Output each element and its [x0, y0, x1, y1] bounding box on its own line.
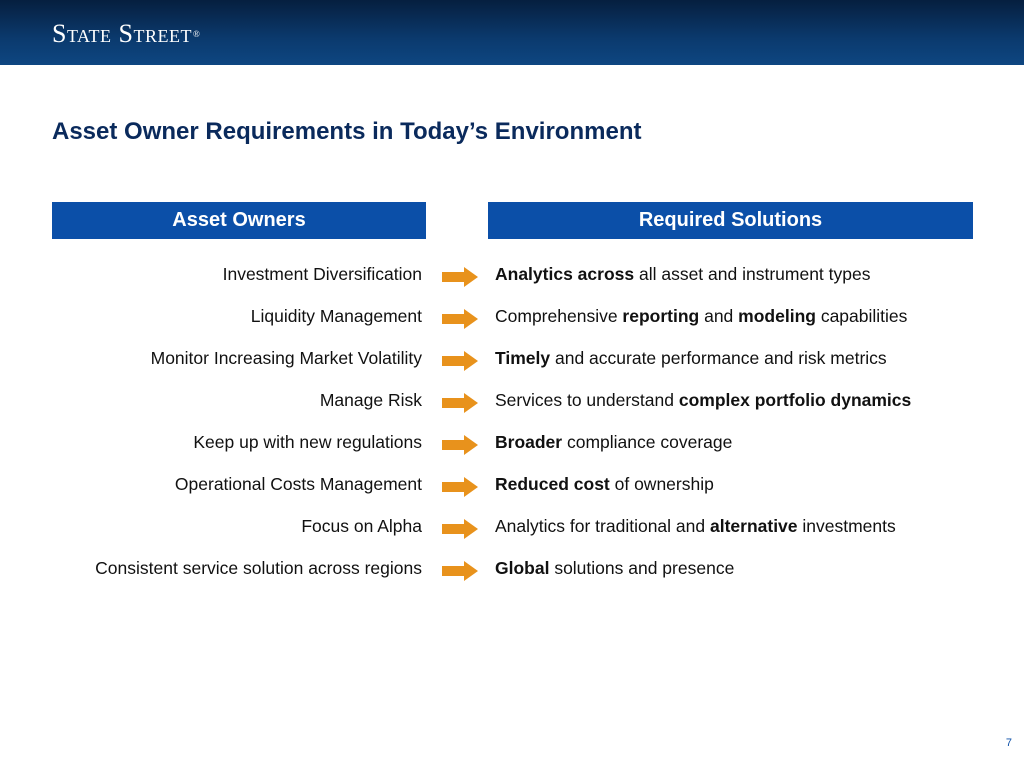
solution-emphasis: Timely — [495, 348, 551, 368]
header-bar — [0, 0, 1024, 65]
asset-owner-need: Liquidity Management — [250, 306, 422, 326]
page-title: Asset Owner Requirements in Today’s Environment — [52, 118, 642, 145]
solution-emphasis: modeling — [738, 306, 816, 326]
page-number: 7 — [1005, 737, 1012, 749]
arrow-right-icon — [442, 309, 478, 329]
required-solution — [495, 304, 907, 328]
table-row — [0, 262, 1024, 286]
solution-emphasis: Global — [495, 558, 550, 578]
solution-emphasis: complex portfolio dynamics — [678, 390, 912, 410]
arrow-right-icon — [442, 267, 478, 287]
arrow-right-icon — [442, 519, 478, 539]
asset-owner-need: Operational Costs Management — [174, 474, 422, 494]
table-row — [0, 346, 1024, 370]
logo-reg-mark: ® — [192, 29, 201, 39]
required-solution — [495, 262, 870, 286]
required-solution — [495, 430, 732, 454]
arrow-right-icon — [442, 393, 478, 413]
asset-owner-need: Consistent service solution across regions — [95, 558, 422, 578]
table-row — [0, 430, 1024, 454]
asset-owner-need: Manage Risk — [319, 390, 422, 410]
solution-emphasis: reporting — [622, 306, 700, 326]
solution-text: and accurate performance and risk metrics — [550, 348, 887, 368]
asset-owner-need: Focus on Alpha — [301, 516, 422, 536]
arrow-right-icon — [442, 477, 478, 497]
asset-owner-need: Monitor Increasing Market Volatility — [150, 348, 422, 368]
solution-text: compliance coverage — [562, 432, 733, 452]
required-solution — [495, 556, 734, 580]
solution-text: Services to understand — [495, 390, 679, 410]
solution-text: all asset and instrument types — [634, 264, 871, 284]
arrow-right-icon — [442, 351, 478, 371]
required-solutions-header: Required Solutions — [488, 202, 973, 239]
table-row — [0, 304, 1024, 328]
table-row — [0, 472, 1024, 496]
required-solution — [495, 472, 714, 496]
state-street-logo — [52, 19, 200, 49]
arrow-right-icon — [442, 435, 478, 455]
solution-text: investments — [797, 516, 896, 536]
solution-emphasis: alternative — [709, 516, 798, 536]
logo-text: State Street — [52, 19, 192, 48]
asset-owner-need: Keep up with new regulations — [193, 432, 422, 452]
solution-emphasis: Reduced cost — [495, 474, 610, 494]
asset-owner-need: Investment Diversification — [222, 264, 422, 284]
required-solution — [495, 388, 911, 412]
solution-text: Comprehensive — [495, 306, 623, 326]
solution-emphasis: Analytics across — [495, 264, 635, 284]
solution-text: Analytics for traditional and — [495, 516, 710, 536]
arrow-right-icon — [442, 561, 478, 581]
solution-text: solutions and presence — [549, 558, 735, 578]
table-row — [0, 556, 1024, 580]
solution-text: of ownership — [609, 474, 714, 494]
solution-emphasis: Broader — [495, 432, 563, 452]
solution-text: and — [699, 306, 739, 326]
required-solution — [495, 514, 896, 538]
table-row — [0, 514, 1024, 538]
asset-owners-header: Asset Owners — [52, 202, 426, 239]
solution-text: capabilities — [815, 306, 908, 326]
table-row — [0, 388, 1024, 412]
required-solution — [495, 346, 887, 370]
